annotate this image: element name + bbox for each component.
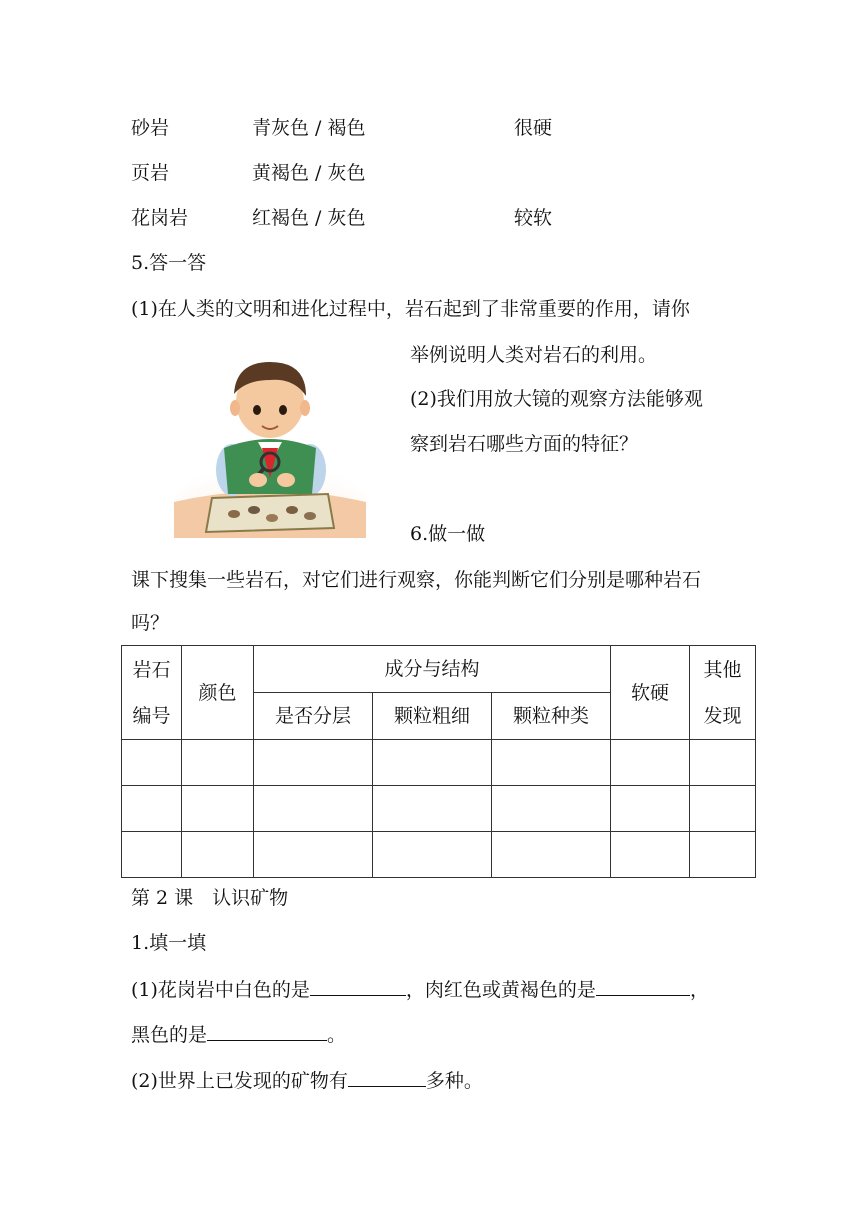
table-row [122, 786, 756, 832]
header-grain-size: 颗粒粗细 [373, 693, 492, 740]
header-rock-id [122, 646, 182, 740]
fill-question-2 [131, 1068, 483, 1093]
rock-name: 页岩 [131, 162, 170, 184]
fill-blank[interactable] [348, 1068, 426, 1087]
fill-question-1-line-2 [131, 1022, 346, 1047]
fill-q2-text-b: 多种。 [425, 1070, 483, 1092]
table-cell[interactable] [492, 832, 611, 878]
fill-blank[interactable] [596, 977, 690, 996]
table-cell[interactable] [690, 786, 756, 832]
table-cell[interactable] [122, 740, 182, 786]
table-cell[interactable] [122, 786, 182, 832]
rock-name: 砂岩 [131, 117, 170, 139]
header-color: 颜色 [182, 646, 254, 740]
fill-q1-text-e: 。 [327, 1024, 347, 1046]
table-cell[interactable] [254, 786, 373, 832]
fill-q1-text-d: 黑色的是 [131, 1024, 208, 1046]
header-rock-id-line2: 编号 [132, 704, 171, 727]
rock-hardness: 很硬 [514, 117, 553, 139]
rock-color: 青灰色 / 褐色 [252, 117, 366, 139]
lesson-2-title: 第 2 课 认识矿物 [131, 887, 289, 909]
header-hardness: 软硬 [611, 646, 690, 740]
section-6-text-line-2: 吗？ [131, 612, 170, 634]
rock-name: 花岗岩 [131, 207, 189, 229]
fill-q2-text-a: (2)世界上已发现的矿物有 [131, 1070, 348, 1092]
rock-color: 红褐色 / 灰色 [252, 207, 366, 229]
table-cell[interactable] [182, 832, 254, 878]
section-6-title: 6.做一做 [410, 523, 486, 545]
fill-in-title: 1.填一填 [131, 932, 207, 954]
header-layered: 是否分层 [254, 693, 373, 740]
table-cell[interactable] [611, 740, 690, 786]
header-other-line1: 其他 [703, 658, 742, 681]
table-cell[interactable] [611, 832, 690, 878]
question-2-line-2: 察到岩石哪些方面的特征？ [410, 433, 639, 455]
header-composition-structure: 成分与结构 [254, 646, 611, 693]
table-cell[interactable] [182, 786, 254, 832]
fill-blank[interactable] [207, 1022, 327, 1041]
table-cell[interactable] [373, 786, 492, 832]
section-5-title: 5.答一答 [131, 252, 207, 274]
boy-magnifier-illustration [174, 352, 366, 538]
table-cell[interactable] [254, 740, 373, 786]
header-grain-type: 颗粒种类 [492, 693, 611, 740]
table-cell[interactable] [182, 740, 254, 786]
rock-color: 黄褐色 / 灰色 [252, 162, 366, 184]
table-row [122, 740, 756, 786]
table-cell[interactable] [611, 786, 690, 832]
table-cell[interactable] [122, 832, 182, 878]
question-2-line-1: (2)我们用放大镜的观察方法能够观 [410, 388, 703, 410]
table-cell[interactable] [373, 740, 492, 786]
fill-question-1-line-1 [131, 977, 709, 1002]
fill-q1-text-c: ， [689, 979, 709, 1001]
table-cell[interactable] [690, 740, 756, 786]
rock-hardness: 较软 [514, 207, 553, 229]
fill-blank[interactable] [310, 977, 406, 996]
table-cell[interactable] [690, 832, 756, 878]
table-cell[interactable] [373, 832, 492, 878]
table-cell[interactable] [492, 740, 611, 786]
section-6-text-line-1: 课下搜集一些岩石，对它们进行观察，你能判断它们分别是哪种岩石 [131, 569, 702, 591]
header-rock-id-line1: 岩石 [132, 658, 171, 681]
header-other-line2: 发现 [703, 704, 742, 727]
table-row [122, 832, 756, 878]
question-1-line-2: 举例说明人类对岩石的利用。 [410, 344, 658, 366]
question-1-line-1: (1)在人类的文明和进化过程中，岩石起到了非常重要的作用，请你 [131, 298, 690, 320]
table-cell[interactable] [492, 786, 611, 832]
fill-q1-text-b: ，肉红色或黄褐色的是 [405, 979, 596, 1001]
header-other-findings [690, 646, 756, 740]
table-cell[interactable] [254, 832, 373, 878]
fill-q1-text-a: (1)花岗岩中白色的是 [131, 979, 310, 1001]
rock-observation-table [121, 645, 756, 878]
